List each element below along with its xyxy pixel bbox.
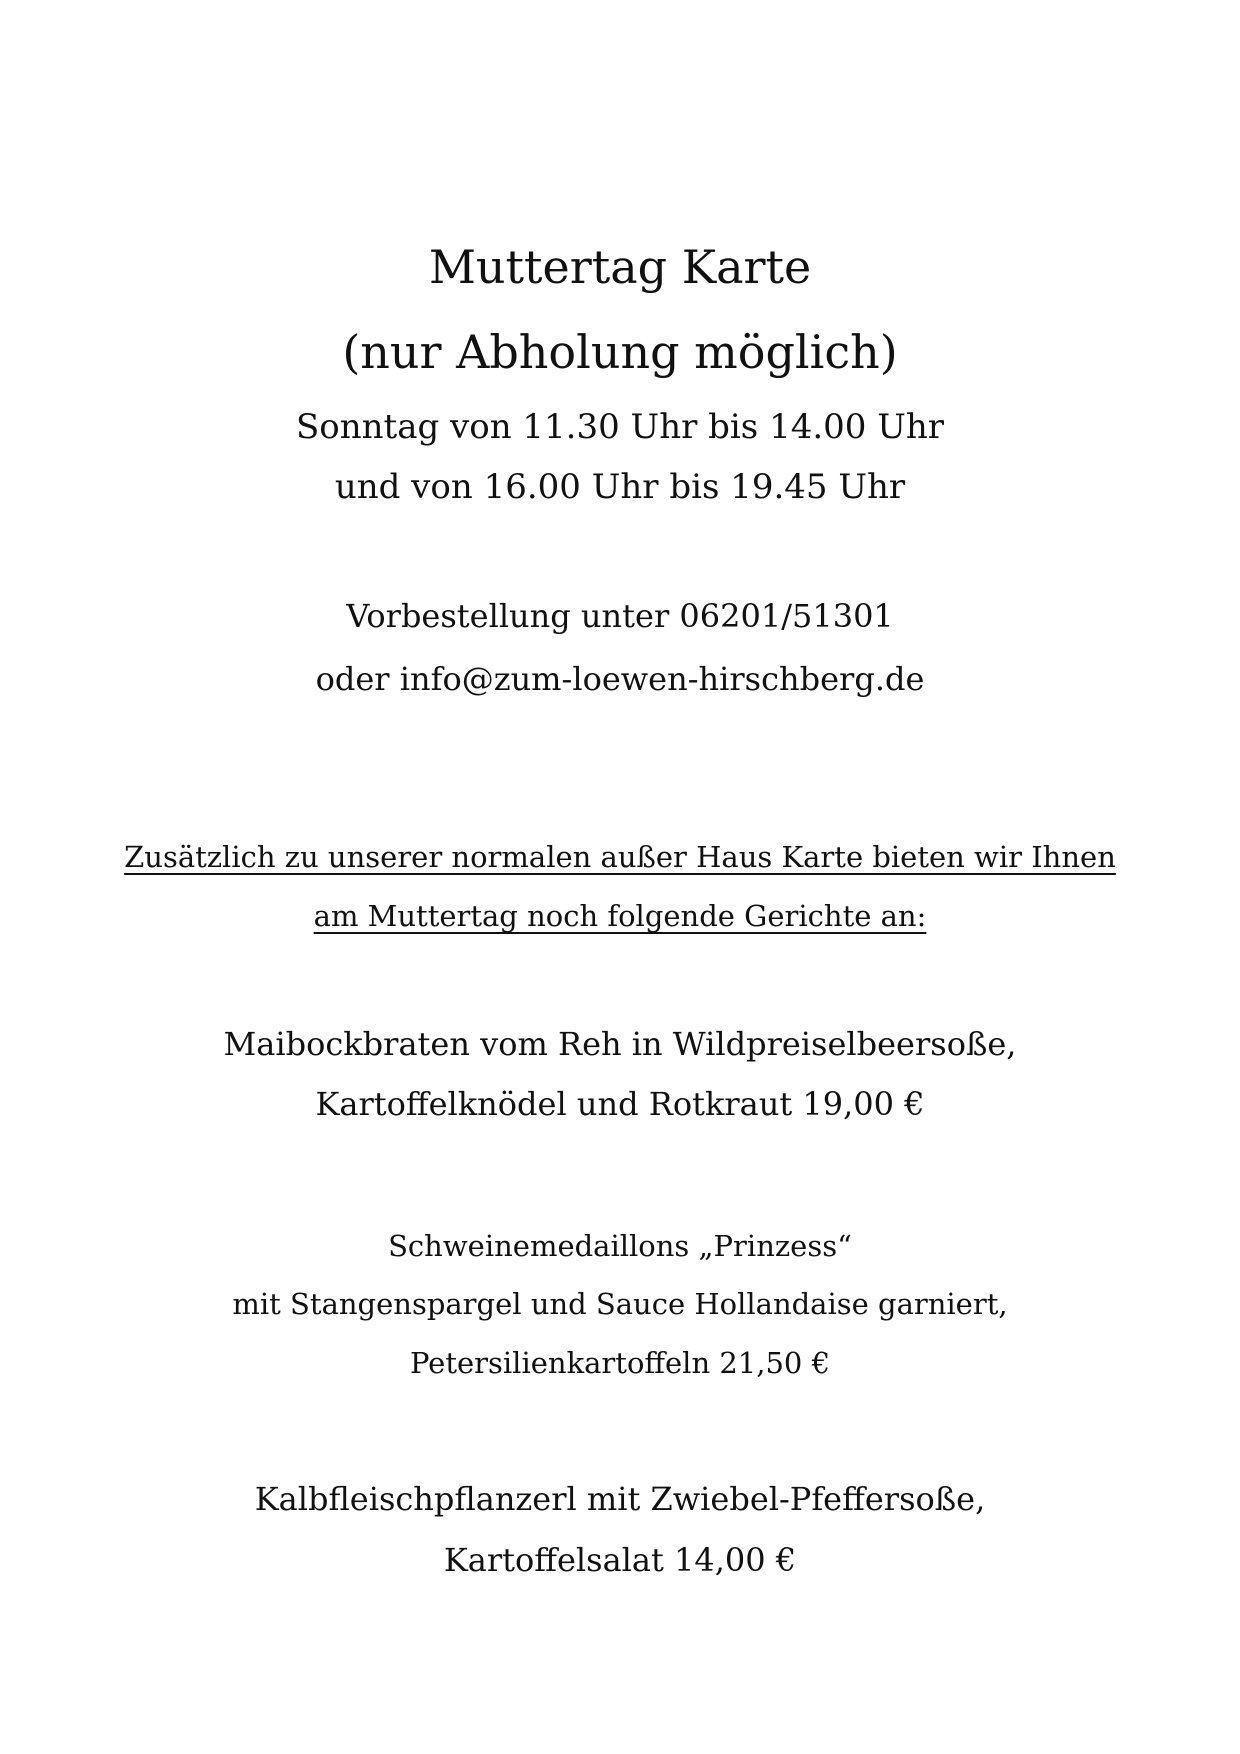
dish-2-line-3: Petersilienkartoffeln 21,50 €	[409, 1346, 831, 1380]
page-subtitle: (nur Abholung möglich)	[342, 325, 898, 379]
preorder-phone: Vorbestellung unter 06201/51301	[346, 597, 894, 635]
dish-2-line-2: mit Stangenspargel und Sauce Hollandaise garniert,	[232, 1287, 1008, 1321]
intro-line-1: Zusätzlich zu unserer normalen außer Haus Karte bieten wir Ihnen	[124, 840, 1116, 874]
dish-3-line-2: Kartoffelsalat 14,00 €	[443, 1541, 797, 1579]
intro-line-2: am Muttertag noch folgende Gerichte an:	[313, 899, 927, 933]
dish-1-line-1: Maibockbraten vom Reh in Wildpreiselbeersoße,	[223, 1025, 1017, 1063]
opening-hours-line-1: Sonntag von 11.30 Uhr bis 14.00 Uhr	[295, 407, 945, 447]
dish-3-line-1: Kalbfleischpflanzerl mit Zwiebel-Pfeffersoße,	[254, 1480, 986, 1518]
dish-2-line-1: Schweinemedaillons „Prinzess“	[388, 1229, 852, 1263]
opening-hours-line-2: und von 16.00 Uhr bis 19.45 Uhr	[334, 467, 906, 507]
preorder-email: oder info@zum-loewen-hirschberg.de	[315, 660, 925, 698]
dish-1-line-2: Kartoffelknödel und Rotkraut 19,00 €	[315, 1085, 925, 1123]
page-title: Muttertag Karte	[428, 240, 812, 294]
